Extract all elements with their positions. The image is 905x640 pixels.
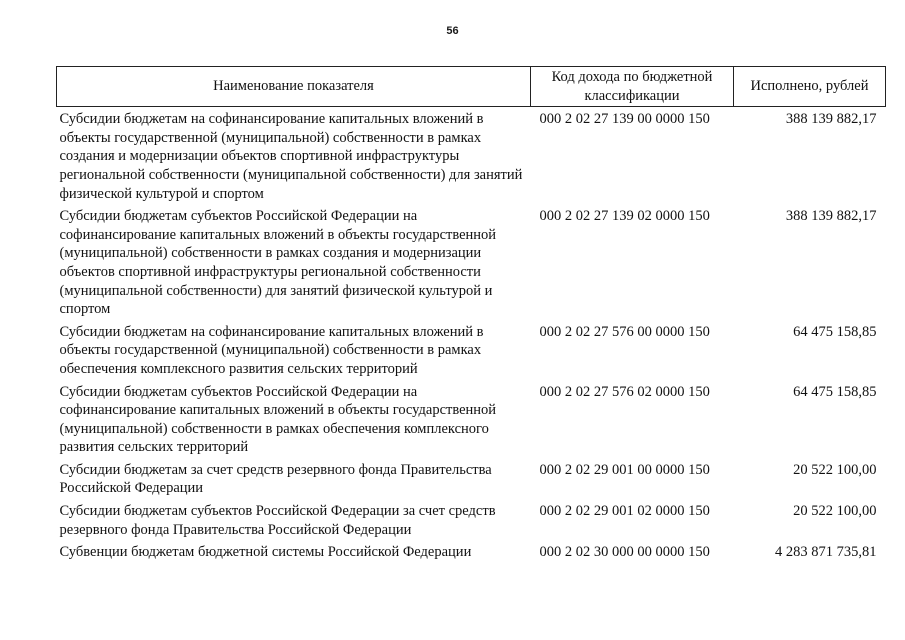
executed-amount: 64 475 158,85 bbox=[793, 383, 877, 400]
table-row bbox=[57, 383, 886, 461]
table-row bbox=[57, 323, 886, 383]
executed-amount: 388 139 882,17 bbox=[785, 208, 877, 225]
indicator-name: Субвенции бюджетам бюджетной системы Российской Федерации bbox=[59, 544, 472, 561]
table-header bbox=[57, 67, 886, 107]
table-row bbox=[57, 502, 886, 543]
executed-amount: 4 283 871 735,81 bbox=[775, 544, 877, 561]
page-number: 56 bbox=[446, 25, 459, 37]
budget-revenue-table bbox=[56, 66, 886, 566]
executed-amount: 20 522 100,00 bbox=[793, 461, 877, 478]
indicator-name: Субсидии бюджетам субъектов Российской Федерации за счет средств резервного фонда Правительства Российской Федерации bbox=[59, 503, 496, 538]
indicator-name: Субсидии бюджетам за счет средств резервного фонда Правительства Российской Федерации bbox=[59, 461, 492, 497]
executed-amount: 64 475 158,85 bbox=[793, 323, 877, 340]
header-indicator-name: Наименование показателя bbox=[57, 67, 531, 107]
income-code: 000 2 02 27 576 00 0000 150 bbox=[539, 323, 710, 340]
income-code: 000 2 02 29 001 02 0000 150 bbox=[539, 503, 710, 520]
table-row bbox=[57, 107, 886, 207]
income-code: 000 2 02 29 001 00 0000 150 bbox=[539, 461, 710, 478]
header-income-code: Код дохода по бюджетной классификации bbox=[531, 67, 734, 107]
indicator-name: Субсидии бюджетам на софинансирование капитальных вложений в объекты государственной (муниципальной) собственности в рамках создания и модернизации объектов спортивной инфраструктуры региональной собственности (муниципальной собственности) для занятий физической культурой и спортом bbox=[59, 111, 523, 202]
indicator-name: Субсидии бюджетам на софинансирование капитальных вложений в объекты государственной (муниципальной) собственности в рамках обеспечения комплексного развития сельских территорий bbox=[59, 323, 484, 377]
table-row bbox=[57, 543, 886, 566]
indicator-name: Субсидии бюджетам субъектов Российской Федерации на софинансирование капитальных вложений в объекты государственной (муниципальной) собственности в рамках обеспечения комплексного развития сельских территорий bbox=[59, 383, 497, 456]
executed-amount: 20 522 100,00 bbox=[793, 503, 877, 520]
table-body bbox=[57, 107, 886, 566]
income-code: 000 2 02 27 576 02 0000 150 bbox=[539, 383, 710, 400]
header-executed-amount: Исполнено, рублей bbox=[734, 67, 886, 107]
income-code: 000 2 02 27 139 02 0000 150 bbox=[539, 208, 710, 225]
table-row bbox=[57, 207, 886, 323]
income-code: 000 2 02 27 139 00 0000 150 bbox=[539, 111, 710, 128]
executed-amount: 388 139 882,17 bbox=[785, 111, 877, 128]
table-row bbox=[57, 461, 886, 502]
income-code: 000 2 02 30 000 00 0000 150 bbox=[539, 544, 710, 561]
indicator-name: Субсидии бюджетам субъектов Российской Федерации на софинансирование капитальных вложений в объекты государственной (муниципальной) собственности в рамках создания и модернизации объектов спортивной инфраструктуры региональной собственности (муниципальной собственности) для занятий физической культурой и спортом bbox=[59, 208, 497, 318]
header-row bbox=[57, 67, 886, 107]
